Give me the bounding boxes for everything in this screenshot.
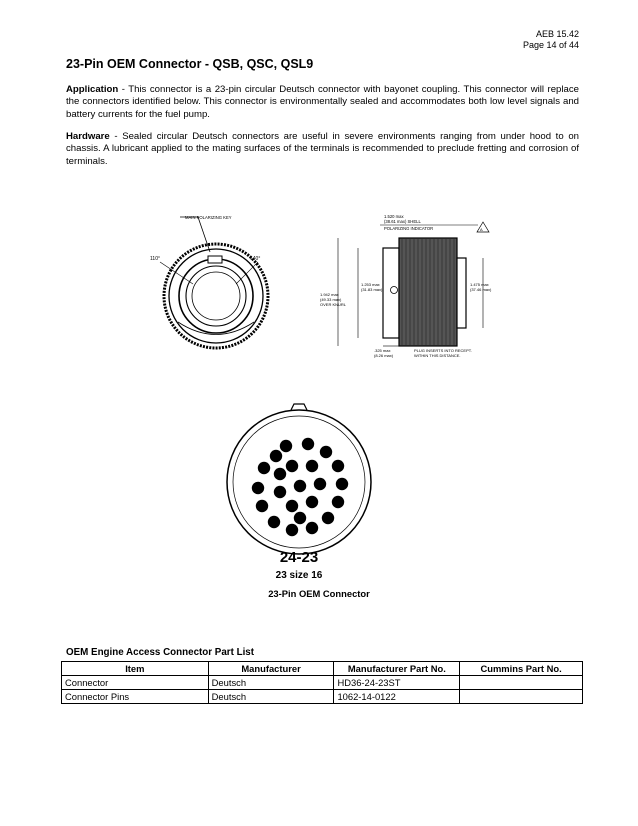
polarizing-indicator-label: POLARIZING INDICATOR [384,226,434,231]
pin-contact-t [314,478,326,490]
col-header-manufacturer: Manufacturer [208,662,334,676]
main-polarizing-key-label: MAIN POLARIZING KEY [185,215,232,220]
application-paragraph [66,84,579,121]
page-title: 23-Pin OEM Connector - QSB, QSC, QSL9 [66,57,314,71]
cell-item: Connector Pins [62,690,209,704]
dim-a-label-2: (31.83 max) [361,287,383,292]
cell-manufacturer: Deutsch [208,690,334,704]
angle-right-label: 140° [250,256,261,262]
cell-cummins-part-no [460,690,583,704]
table-row [62,676,583,690]
hardware-text: - Sealed circular Deutsch connectors are useful in severe environments ranging from under hood to on chassis. A lubricant applied to the mating surfaces of the terminals is recommended to preclude fretting and corrosion of terminals. [66,131,579,167]
angle-left-label: 110° [150,256,160,262]
figure-caption: 23-Pin OEM Connector [268,588,370,599]
cell-mfr-part-no: 1062-14-0122 [334,690,460,704]
pin-contact-d [332,460,344,472]
cell-cummins-part-no [460,676,583,690]
table-header-row [62,662,583,676]
datum-a-letter: A [480,227,483,232]
pin-contact-k [268,516,280,528]
pin-contact-y [294,480,306,492]
polarizing-indicator-dot [391,287,398,294]
parts-table [61,661,583,704]
angle-left-line [160,262,193,284]
dim-d-label-2: (8.26 max) [374,353,394,358]
page-number: Page 14 of 44 [522,40,579,50]
shell-dim-label-2: (38.61 max) SHELL [384,219,421,224]
shell-outer [179,259,253,333]
pin-contact-w [274,486,286,498]
pin-contact-p [270,450,282,462]
dim-b-label-3: OVER KNURL [320,302,347,307]
pin-contact-n [258,462,270,474]
hardware-label: Hardware [66,131,110,142]
shell-flange [383,248,399,338]
pin-contact-g [322,512,334,524]
pin-contact-h [306,522,318,534]
pin-contact-x [274,468,286,480]
pin-contact-e [336,478,348,490]
dim-d-label-1: .325 max [374,348,391,353]
datum-triangle [477,222,489,232]
knurled-body [399,238,457,346]
pin-contact-v [286,500,298,512]
pin-size-label: 23 size 16 [275,570,323,581]
hardware-paragraph [66,131,579,168]
doc-id: AEB 15.42 [535,29,579,39]
shell-inner [186,266,246,326]
parts-list-title: OEM Engine Access Connector Part List [66,647,254,658]
cell-item: Connector [62,676,209,690]
dim-b-label-1: 1.942 max [320,292,339,297]
cell-manufacturer: Deutsch [208,676,334,690]
pin-contact-s [306,460,318,472]
plug-note-2: WITHIN THIS DISTANCE. [414,353,461,358]
insert-face [192,272,240,320]
page-header [523,29,579,51]
pin-face-view [226,398,372,588]
pin-contact-a [280,440,292,452]
pin-contact-j [286,524,298,536]
dim-a-label-1: 1.253 max [361,282,380,287]
pin-contact-l [256,500,268,512]
col-header-cummins-part-no: Cummins Part No. [460,662,583,676]
application-text: - This connector is a 23-pin circular Deutsch connector with bayonet coupling. This connector will replace the connectors identified below. This connector is environmentally sealed and accommodates both low level signals and battery currents for the fuel pump. [66,84,579,120]
pin-contact-b [302,438,314,450]
plug-note-1: PLUG INSERTS INTO RECEPT. [414,348,472,353]
dim-c-label-1: 1.475 max [470,282,489,287]
dim-b-label-2: (49.33 max) [320,297,342,302]
connector-side-view [318,208,500,360]
table-row [62,690,583,704]
pin-contact-m [252,482,264,494]
rear-shell [457,258,466,328]
pin-contact-z [294,512,306,524]
connector-front-view [138,212,300,350]
col-header-mfr-part-no: Manufacturer Part No. [334,662,460,676]
pin-array [252,438,348,536]
pin-contact-u [306,496,318,508]
angle-right-line [236,262,258,284]
col-header-item: Item [62,662,209,676]
pin-contact-r [286,460,298,472]
connector-code: 24-23 [279,549,319,566]
dim-c-label-2: (37.46 max) [470,287,492,292]
keyway-tab [291,404,307,410]
application-label: Application [66,84,119,95]
polarizing-key [208,256,222,263]
pin-contact-f [332,496,344,508]
shell-dim-label-1: 1.520 max [384,214,404,219]
cell-mfr-part-no: HD36-24-23ST [334,676,460,690]
pin-contact-c [320,446,332,458]
